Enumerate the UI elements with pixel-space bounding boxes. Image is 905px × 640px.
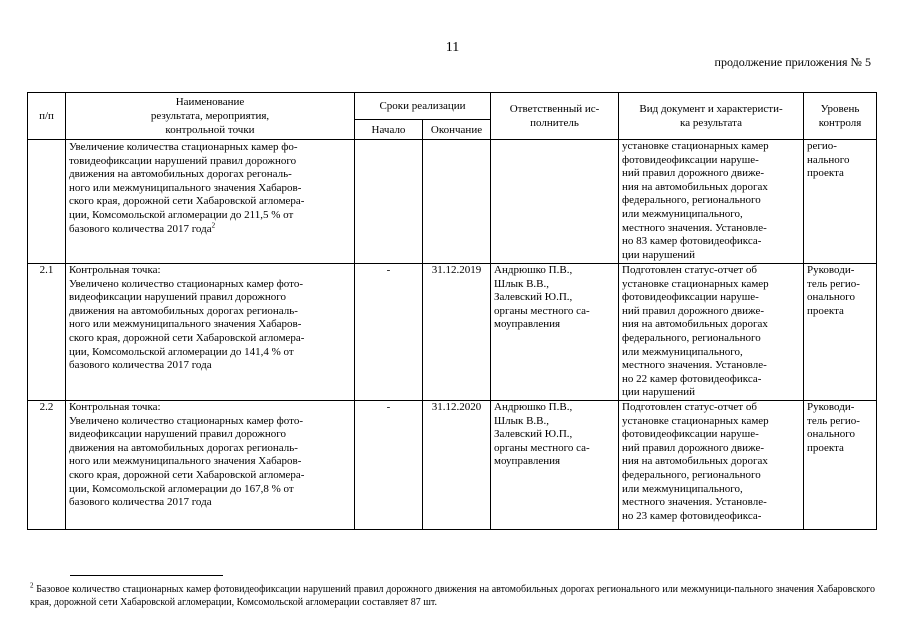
row-start: - xyxy=(355,400,423,529)
page-number: 11 xyxy=(445,40,460,55)
header-num: п/п xyxy=(28,93,66,140)
footnote-mark: 2 xyxy=(30,581,34,590)
row-name: Контрольная точка: Увеличено количество стационарных камер фото- видеофиксации нарушений правил дорожного движения на автомобильных дорогах региональ- ного или межмуниципального значения Хабаров- ского края, дорожной сети Хабаровской агломера- ции, Комсомольской агломерации до 167,8 % от базового количества 2017 года xyxy=(66,400,355,529)
header-name: Наименование результата, мероприятия, контрольной точки xyxy=(66,93,355,140)
row-num: 2.1 xyxy=(28,264,66,401)
row-name: Контрольная точка: Увеличено количество стационарных камер фото- видеофиксации нарушений правил дорожного движения на автомобильных дорогах региональ- ного или межмуниципального значения Хабаров- ского края, дорожной сети Хабаровской агломера- ции, Комсомольской агломерации до 141,4 % от базового количества 2017 года xyxy=(66,264,355,401)
row-start: - xyxy=(355,264,423,401)
footnote-text: Базовое количество стационарных камер фотовидеофиксации нарушений правил дорожного движения на автомобильных дорогах регионального или межмуници-пального значения Хабаровского края, дорожной сети Хабаровской агломерации, Комсомольской агломерации составляет 87 шт. xyxy=(30,584,875,608)
row-name: Увеличение количества стационарных камер фо- товидеофиксации нарушений правил дорожного движения на автомобильных дорогах регональ- ного или межмуниципального значения Хабаров- ского края, дорожной сети Хабаровской агломера- ции, Комсомольской агломерации до 211,5 % от базового количества 2017 года$^2$ xyxy=(66,140,355,264)
table-row xyxy=(28,400,877,529)
row-responsible: Андрюшко П.В., Шлык В.В., Залевский Ю.П., органы местного са- моуправления xyxy=(491,400,619,529)
footnote xyxy=(30,583,875,609)
row-level: регио- нального проекта xyxy=(804,140,877,264)
table-row xyxy=(28,264,877,401)
continuation-label: продолжение приложения № 5 xyxy=(714,55,871,69)
row-end xyxy=(423,140,491,264)
row-end: 31.12.2020 xyxy=(423,400,491,529)
row-result: установке стационарных камер фотовидеофиксации наруше- ний правил дорожного движе- ния на автомобильных дорогах федерального, регионального или межмуниципального, местного значения. Установле- но 83 камер фотовидеофикса- ции нарушений xyxy=(619,140,804,264)
header-level: Уровень контроля xyxy=(804,93,877,140)
row-result: Подготовлен статус-отчет об установке стационарных камер фотовидеофиксации наруше- ний правил дорожного движе- ния на автомобильных дорогах федерального, регионального или межмуниципального, местного значения. Установле- но 23 камер фотовидеофикса- xyxy=(619,400,804,529)
row-num xyxy=(28,140,66,264)
plan-table xyxy=(27,92,877,530)
footnote-divider xyxy=(70,575,223,576)
row-result: Подготовлен статус-отчет об установке стационарных камер фотовидеофиксации наруше- ний правил дорожного движе- ния на автомобильных дорогах федерального, регионального или межмуниципального, местного значения. Установле- но 22 камер фотовидеофикса- ции нарушений xyxy=(619,264,804,401)
row-start xyxy=(355,140,423,264)
row-end: 31.12.2019 xyxy=(423,264,491,401)
row-responsible xyxy=(491,140,619,264)
header-result: Вид документ и характеристи- ка результата xyxy=(619,93,804,140)
header-responsible: Ответственный ис- полнитель xyxy=(491,93,619,140)
row-level: Руководи- тель регио- онального проекта xyxy=(804,400,877,529)
header-end: Окончание xyxy=(423,120,491,140)
row-num: 2.2 xyxy=(28,400,66,529)
header-row xyxy=(28,93,877,120)
row-responsible: Андрюшко П.В., Шлык В.В., Залевский Ю.П., органы местного са- моуправления xyxy=(491,264,619,401)
header-start: Начало xyxy=(355,120,423,140)
header-terms: Сроки реализации xyxy=(355,93,491,120)
footnote-ref: 2 xyxy=(211,220,216,229)
row-level: Руководи- тель регио- онального проекта xyxy=(804,264,877,401)
table-row xyxy=(28,140,877,264)
